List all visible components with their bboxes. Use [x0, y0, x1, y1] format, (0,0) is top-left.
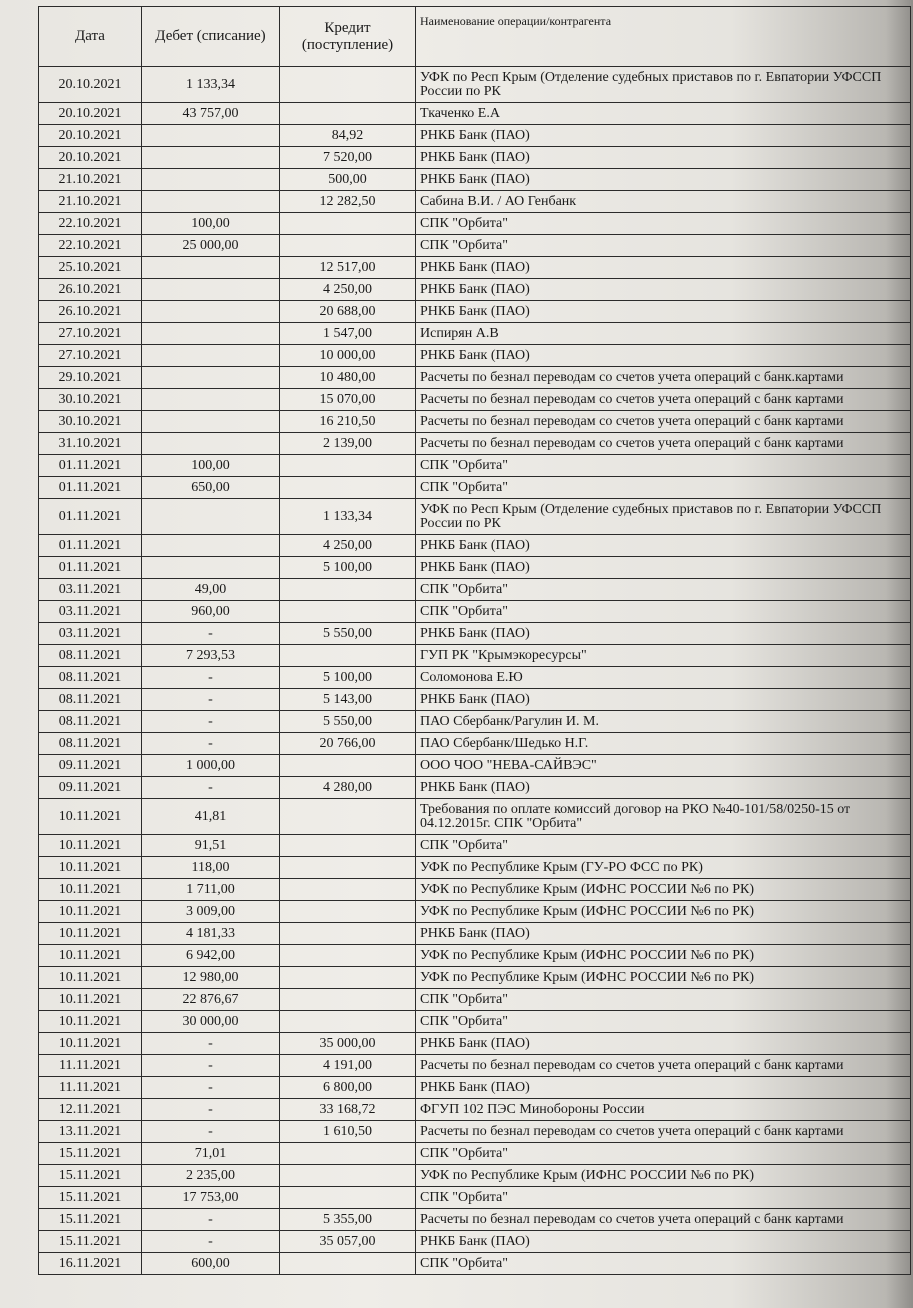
table-row: [39, 169, 911, 191]
table-row: [39, 411, 911, 433]
table-row: [39, 901, 911, 923]
row-debit-cell: -: [142, 1099, 280, 1121]
row-date-cell: 10.11.2021: [39, 967, 142, 989]
row-name-cell: СПК "Орбита": [416, 1253, 911, 1275]
row-debit-cell: [142, 323, 280, 345]
row-debit-cell: -: [142, 1077, 280, 1099]
row-name-cell: УФК по Республике Крым (ИФНС РОССИИ №6 по РК): [416, 967, 911, 989]
table-row: [39, 1209, 911, 1231]
table-row: [39, 1011, 911, 1033]
row-debit-cell: 1 133,34: [142, 67, 280, 103]
row-name-cell: Расчеты по безнал переводам со счетов учета операций с банк картами: [416, 389, 911, 411]
row-name-cell: РНКБ Банк (ПАО): [416, 777, 911, 799]
row-date-cell: 01.11.2021: [39, 557, 142, 579]
row-debit-cell: 91,51: [142, 835, 280, 857]
row-debit-cell: -: [142, 689, 280, 711]
table-row: [39, 147, 911, 169]
table-row: [39, 645, 911, 667]
table-row: [39, 967, 911, 989]
row-credit-cell: 1 547,00: [280, 323, 416, 345]
row-date-cell: 01.11.2021: [39, 455, 142, 477]
row-credit-cell: 15 070,00: [280, 389, 416, 411]
row-debit-cell: -: [142, 667, 280, 689]
row-debit-cell: 1 711,00: [142, 879, 280, 901]
row-date-cell: 20.10.2021: [39, 125, 142, 147]
row-name-cell: Ткаченко Е.А: [416, 103, 911, 125]
row-date-cell: 22.10.2021: [39, 213, 142, 235]
row-debit-cell: [142, 169, 280, 191]
row-name-cell: СПК "Орбита": [416, 1187, 911, 1209]
row-credit-cell: [280, 1187, 416, 1209]
row-debit-cell: 12 980,00: [142, 967, 280, 989]
row-credit-cell: 12 517,00: [280, 257, 416, 279]
row-debit-cell: -: [142, 1121, 280, 1143]
row-credit-cell: 5 100,00: [280, 667, 416, 689]
row-date-cell: 08.11.2021: [39, 711, 142, 733]
row-debit-cell: -: [142, 733, 280, 755]
table-row: [39, 499, 911, 535]
row-debit-cell: -: [142, 1033, 280, 1055]
row-debit-cell: 25 000,00: [142, 235, 280, 257]
row-date-cell: 27.10.2021: [39, 323, 142, 345]
row-name-cell: СПК "Орбита": [416, 579, 911, 601]
row-date-cell: 26.10.2021: [39, 279, 142, 301]
row-credit-cell: [280, 103, 416, 125]
row-credit-cell: 35 000,00: [280, 1033, 416, 1055]
row-credit-cell: 4 250,00: [280, 279, 416, 301]
row-credit-cell: [280, 835, 416, 857]
row-name-cell: СПК "Орбита": [416, 235, 911, 257]
row-name-cell: РНКБ Банк (ПАО): [416, 689, 911, 711]
row-date-cell: 15.11.2021: [39, 1165, 142, 1187]
table-row: [39, 125, 911, 147]
table-row: [39, 733, 911, 755]
table-row: [39, 191, 911, 213]
table-row: [39, 67, 911, 103]
row-debit-cell: [142, 301, 280, 323]
row-name-cell: УФК по Респ Крым (Отделение судебных приставов по г. Евпатории УФССП России по РК: [416, 499, 911, 535]
row-name-cell: ПАО Сбербанк/Шедько Н.Г.: [416, 733, 911, 755]
row-credit-cell: 2 139,00: [280, 433, 416, 455]
row-name-cell: УФК по Респ Крым (Отделение судебных приставов по г. Евпатории УФССП России по РК: [416, 67, 911, 103]
row-date-cell: 20.10.2021: [39, 103, 142, 125]
table-header: [39, 7, 911, 67]
row-name-cell: РНКБ Банк (ПАО): [416, 147, 911, 169]
row-debit-cell: [142, 191, 280, 213]
row-date-cell: 20.10.2021: [39, 147, 142, 169]
header-date: Дата: [39, 7, 142, 67]
table-row: [39, 1187, 911, 1209]
table-row: [39, 1033, 911, 1055]
table-row: [39, 455, 911, 477]
row-credit-cell: 1 610,50: [280, 1121, 416, 1143]
table-row: [39, 235, 911, 257]
row-name-cell: СПК "Орбита": [416, 477, 911, 499]
header-operation-name: Наименование операции/контрагента: [416, 7, 911, 67]
row-debit-cell: -: [142, 1209, 280, 1231]
row-debit-cell: [142, 345, 280, 367]
row-debit-cell: 41,81: [142, 799, 280, 835]
table-row: [39, 1055, 911, 1077]
row-debit-cell: 4 181,33: [142, 923, 280, 945]
row-date-cell: 15.11.2021: [39, 1187, 142, 1209]
table-row: [39, 667, 911, 689]
table-row: [39, 103, 911, 125]
row-date-cell: 03.11.2021: [39, 623, 142, 645]
table-row: [39, 1077, 911, 1099]
row-credit-cell: [280, 989, 416, 1011]
row-date-cell: 22.10.2021: [39, 235, 142, 257]
row-date-cell: 03.11.2021: [39, 601, 142, 623]
table-body: [39, 67, 911, 1275]
row-name-cell: Расчеты по безнал переводам со счетов учета операций с банк картами: [416, 1055, 911, 1077]
table-row: [39, 367, 911, 389]
row-credit-cell: [280, 945, 416, 967]
row-date-cell: 21.10.2021: [39, 191, 142, 213]
table-row: [39, 257, 911, 279]
row-debit-cell: 7 293,53: [142, 645, 280, 667]
row-credit-cell: 12 282,50: [280, 191, 416, 213]
row-name-cell: РНКБ Банк (ПАО): [416, 557, 911, 579]
table-row: [39, 623, 911, 645]
row-credit-cell: [280, 477, 416, 499]
row-date-cell: 10.11.2021: [39, 1011, 142, 1033]
row-debit-cell: 100,00: [142, 213, 280, 235]
row-debit-cell: 30 000,00: [142, 1011, 280, 1033]
row-date-cell: 10.11.2021: [39, 989, 142, 1011]
row-debit-cell: -: [142, 623, 280, 645]
row-date-cell: 08.11.2021: [39, 689, 142, 711]
row-name-cell: РНКБ Банк (ПАО): [416, 623, 911, 645]
row-name-cell: СПК "Орбита": [416, 1011, 911, 1033]
table-row: [39, 835, 911, 857]
row-date-cell: 09.11.2021: [39, 777, 142, 799]
row-date-cell: 12.11.2021: [39, 1099, 142, 1121]
row-debit-cell: 100,00: [142, 455, 280, 477]
row-date-cell: 11.11.2021: [39, 1077, 142, 1099]
transactions-table: [38, 6, 911, 1275]
row-debit-cell: 650,00: [142, 477, 280, 499]
row-credit-cell: 35 057,00: [280, 1231, 416, 1253]
row-date-cell: 01.11.2021: [39, 477, 142, 499]
row-date-cell: 10.11.2021: [39, 879, 142, 901]
row-name-cell: СПК "Орбита": [416, 601, 911, 623]
row-debit-cell: [142, 279, 280, 301]
row-name-cell: СПК "Орбита": [416, 455, 911, 477]
row-name-cell: СПК "Орбита": [416, 835, 911, 857]
table-row: [39, 389, 911, 411]
row-date-cell: 13.11.2021: [39, 1121, 142, 1143]
row-date-cell: 31.10.2021: [39, 433, 142, 455]
row-credit-cell: 16 210,50: [280, 411, 416, 433]
row-date-cell: 10.11.2021: [39, 857, 142, 879]
row-debit-cell: 2 235,00: [142, 1165, 280, 1187]
row-credit-cell: [280, 213, 416, 235]
row-date-cell: 25.10.2021: [39, 257, 142, 279]
table-row: [39, 989, 911, 1011]
row-credit-cell: 10 000,00: [280, 345, 416, 367]
table-row: [39, 323, 911, 345]
row-credit-cell: [280, 1011, 416, 1033]
row-debit-cell: -: [142, 711, 280, 733]
row-date-cell: 10.11.2021: [39, 1033, 142, 1055]
row-credit-cell: 20 766,00: [280, 733, 416, 755]
row-debit-cell: 3 009,00: [142, 901, 280, 923]
row-credit-cell: [280, 923, 416, 945]
row-credit-cell: [280, 901, 416, 923]
row-name-cell: РНКБ Банк (ПАО): [416, 125, 911, 147]
table-row: [39, 1121, 911, 1143]
row-name-cell: Расчеты по безнал переводам со счетов учета операций с банк картами: [416, 411, 911, 433]
row-credit-cell: 4 191,00: [280, 1055, 416, 1077]
row-name-cell: РНКБ Банк (ПАО): [416, 535, 911, 557]
table-row: [39, 433, 911, 455]
row-date-cell: 15.11.2021: [39, 1143, 142, 1165]
row-date-cell: 08.11.2021: [39, 645, 142, 667]
row-name-cell: ФГУП 102 ПЭС Минобороны России: [416, 1099, 911, 1121]
row-debit-cell: [142, 557, 280, 579]
row-credit-cell: [280, 579, 416, 601]
row-credit-cell: 5 550,00: [280, 711, 416, 733]
row-date-cell: 29.10.2021: [39, 367, 142, 389]
table-row: [39, 213, 911, 235]
table-row: [39, 301, 911, 323]
table-row: [39, 601, 911, 623]
table-row: [39, 1099, 911, 1121]
row-credit-cell: 7 520,00: [280, 147, 416, 169]
row-debit-cell: 600,00: [142, 1253, 280, 1275]
row-debit-cell: 49,00: [142, 579, 280, 601]
row-name-cell: УФК по Республике Крым (ИФНС РОССИИ №6 по РК): [416, 901, 911, 923]
row-credit-cell: [280, 755, 416, 777]
table-row: [39, 879, 911, 901]
row-credit-cell: [280, 857, 416, 879]
row-credit-cell: [280, 1143, 416, 1165]
row-debit-cell: [142, 367, 280, 389]
row-date-cell: 30.10.2021: [39, 389, 142, 411]
row-date-cell: 10.11.2021: [39, 945, 142, 967]
table-row: [39, 1165, 911, 1187]
table-row: [39, 945, 911, 967]
row-debit-cell: 1 000,00: [142, 755, 280, 777]
row-debit-cell: 17 753,00: [142, 1187, 280, 1209]
row-date-cell: 01.11.2021: [39, 499, 142, 535]
row-name-cell: РНКБ Банк (ПАО): [416, 1033, 911, 1055]
row-date-cell: 10.11.2021: [39, 799, 142, 835]
table-row: [39, 279, 911, 301]
row-date-cell: 10.11.2021: [39, 835, 142, 857]
row-date-cell: 16.11.2021: [39, 1253, 142, 1275]
row-debit-cell: 71,01: [142, 1143, 280, 1165]
row-name-cell: РНКБ Банк (ПАО): [416, 301, 911, 323]
row-date-cell: 15.11.2021: [39, 1231, 142, 1253]
row-name-cell: СПК "Орбита": [416, 989, 911, 1011]
row-debit-cell: -: [142, 1055, 280, 1077]
row-debit-cell: [142, 389, 280, 411]
row-name-cell: РНКБ Банк (ПАО): [416, 923, 911, 945]
row-name-cell: Испирян А.В: [416, 323, 911, 345]
table-row: [39, 711, 911, 733]
row-name-cell: Расчеты по безнал переводам со счетов учета операций с банк картами: [416, 1121, 911, 1143]
row-debit-cell: 118,00: [142, 857, 280, 879]
row-date-cell: 10.11.2021: [39, 923, 142, 945]
row-credit-cell: 4 280,00: [280, 777, 416, 799]
row-credit-cell: [280, 235, 416, 257]
row-name-cell: Сабина В.И. / АО Генбанк: [416, 191, 911, 213]
row-date-cell: 03.11.2021: [39, 579, 142, 601]
row-date-cell: 08.11.2021: [39, 667, 142, 689]
row-name-cell: РНКБ Банк (ПАО): [416, 169, 911, 191]
row-date-cell: 20.10.2021: [39, 67, 142, 103]
row-credit-cell: [280, 645, 416, 667]
header-credit: Кредит (поступление): [280, 7, 416, 67]
row-name-cell: СПК "Орбита": [416, 213, 911, 235]
row-credit-cell: 5 143,00: [280, 689, 416, 711]
row-credit-cell: [280, 455, 416, 477]
table-row: [39, 557, 911, 579]
row-debit-cell: 43 757,00: [142, 103, 280, 125]
row-date-cell: 27.10.2021: [39, 345, 142, 367]
row-date-cell: 10.11.2021: [39, 901, 142, 923]
row-debit-cell: [142, 535, 280, 557]
row-credit-cell: [280, 1165, 416, 1187]
row-credit-cell: 1 133,34: [280, 499, 416, 535]
table-row: [39, 345, 911, 367]
row-name-cell: УФК по Республике Крым (ИФНС РОССИИ №6 по РК): [416, 1165, 911, 1187]
table-row: [39, 689, 911, 711]
row-credit-cell: [280, 67, 416, 103]
row-debit-cell: 6 942,00: [142, 945, 280, 967]
row-debit-cell: [142, 257, 280, 279]
table-row: [39, 1143, 911, 1165]
row-date-cell: 01.11.2021: [39, 535, 142, 557]
table-row: [39, 923, 911, 945]
row-credit-cell: 84,92: [280, 125, 416, 147]
row-name-cell: Расчеты по безнал переводам со счетов учета операций с банк картами: [416, 433, 911, 455]
row-credit-cell: 6 800,00: [280, 1077, 416, 1099]
header-debit: Дебет (списание): [142, 7, 280, 67]
row-name-cell: РНКБ Банк (ПАО): [416, 1231, 911, 1253]
row-debit-cell: [142, 411, 280, 433]
row-name-cell: Требования по оплате комиссий договор на РКО №40-101/58/0250-15 от 04.12.2015г. СПК "Орбита": [416, 799, 911, 835]
row-name-cell: РНКБ Банк (ПАО): [416, 257, 911, 279]
row-name-cell: СПК "Орбита": [416, 1143, 911, 1165]
row-date-cell: 21.10.2021: [39, 169, 142, 191]
row-date-cell: 09.11.2021: [39, 755, 142, 777]
row-name-cell: УФК по Республике Крым (ГУ-РО ФСС по РК): [416, 857, 911, 879]
row-name-cell: РНКБ Банк (ПАО): [416, 345, 911, 367]
table-row: [39, 579, 911, 601]
row-debit-cell: [142, 125, 280, 147]
table-row: [39, 1253, 911, 1275]
row-debit-cell: [142, 433, 280, 455]
row-date-cell: 15.11.2021: [39, 1209, 142, 1231]
row-debit-cell: -: [142, 777, 280, 799]
row-debit-cell: -: [142, 1231, 280, 1253]
row-debit-cell: 960,00: [142, 601, 280, 623]
table-row: [39, 535, 911, 557]
row-debit-cell: 22 876,67: [142, 989, 280, 1011]
row-credit-cell: [280, 601, 416, 623]
table-row: [39, 477, 911, 499]
table-row: [39, 857, 911, 879]
row-name-cell: УФК по Республике Крым (ИФНС РОССИИ №6 по РК): [416, 879, 911, 901]
row-date-cell: 30.10.2021: [39, 411, 142, 433]
row-credit-cell: 20 688,00: [280, 301, 416, 323]
row-name-cell: Расчеты по безнал переводам со счетов учета операций с банк картами: [416, 1209, 911, 1231]
table-row: [39, 777, 911, 799]
row-debit-cell: [142, 147, 280, 169]
row-name-cell: ПАО Сбербанк/Рагулин И. М.: [416, 711, 911, 733]
row-name-cell: РНКБ Банк (ПАО): [416, 279, 911, 301]
row-credit-cell: [280, 967, 416, 989]
row-credit-cell: 5 100,00: [280, 557, 416, 579]
row-credit-cell: 5 550,00: [280, 623, 416, 645]
row-credit-cell: 5 355,00: [280, 1209, 416, 1231]
row-date-cell: 11.11.2021: [39, 1055, 142, 1077]
row-credit-cell: 500,00: [280, 169, 416, 191]
row-date-cell: 26.10.2021: [39, 301, 142, 323]
row-credit-cell: [280, 879, 416, 901]
table-row: [39, 1231, 911, 1253]
table-row: [39, 799, 911, 835]
row-name-cell: УФК по Республике Крым (ИФНС РОССИИ №6 по РК): [416, 945, 911, 967]
row-date-cell: 08.11.2021: [39, 733, 142, 755]
row-name-cell: РНКБ Банк (ПАО): [416, 1077, 911, 1099]
row-credit-cell: 4 250,00: [280, 535, 416, 557]
table-row: [39, 755, 911, 777]
row-credit-cell: 10 480,00: [280, 367, 416, 389]
row-name-cell: Расчеты по безнал переводам со счетов учета операций с банк.картами: [416, 367, 911, 389]
row-credit-cell: 33 168,72: [280, 1099, 416, 1121]
row-name-cell: ООО ЧОО "НЕВА-САЙВЭС": [416, 755, 911, 777]
row-debit-cell: [142, 499, 280, 535]
row-credit-cell: [280, 799, 416, 835]
row-name-cell: Соломонова Е.Ю: [416, 667, 911, 689]
row-name-cell: ГУП РК "Крымэкоресурсы": [416, 645, 911, 667]
row-credit-cell: [280, 1253, 416, 1275]
